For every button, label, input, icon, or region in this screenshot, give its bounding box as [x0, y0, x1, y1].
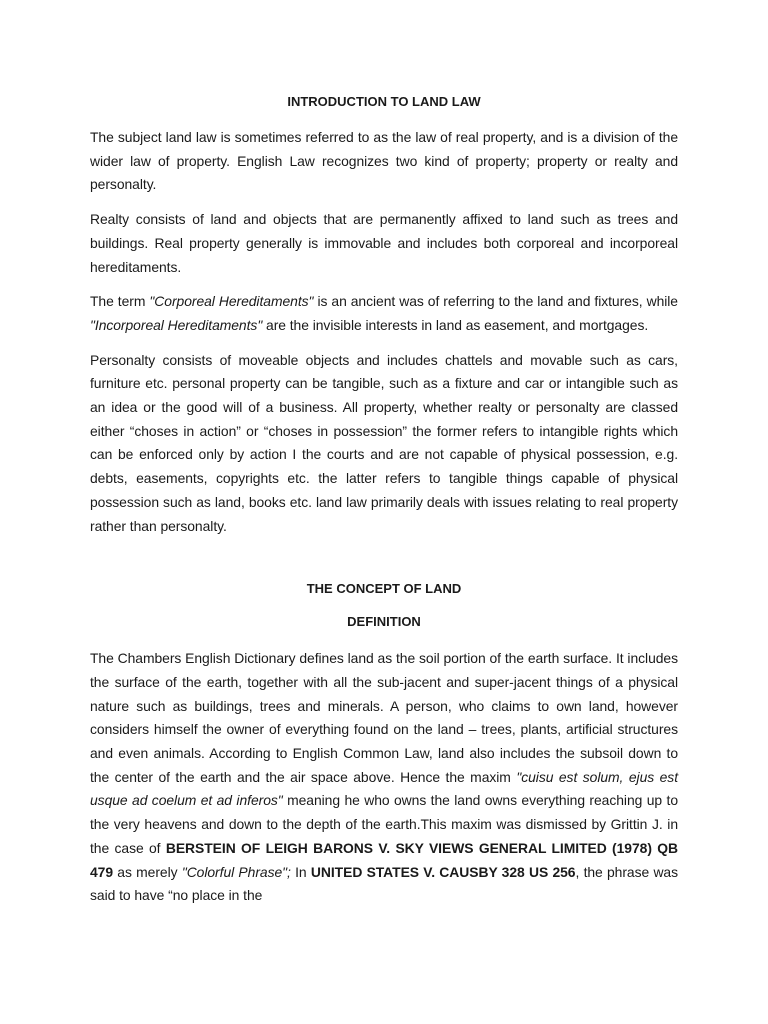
case-citation-berstein: BERSTEIN OF LEIGH BARONS V. SKY VIEWS GENERAL LIMITED (1978) QB 479: [90, 839, 678, 880]
document-title: INTRODUCTION TO LAND LAW: [287, 94, 481, 109]
text-run: meaning he who owns the land owns everything reaching up to the very heavens and down to the depth of the earth.This maxim was dismissed by Grittin J. in the case of: [90, 792, 679, 856]
text-run: are the invisible interests in land as easement, and mortgages.: [262, 316, 649, 333]
paragraph-personalty: Personalty consists of moveable objects and includes chattels and movable such as cars, furniture etc. personal property can be tangible, such as a fixture and car or intangible such as an idea or the good will of a business. All property, whether realty or personalty are classed either “choses in action” or “choses in possession” the former refers to intangible rights which can be enforced only by action I the courts and are not capable of physical possession, e.g. debts, easements, copyrights etc. the latter refers to tangible things capable of physical possession such as land, books etc. land law primarily deals with issues relating to real property rather than personalty.: [90, 351, 678, 534]
text-run: is an ancient was of referring to the land and fixtures, while: [313, 293, 678, 310]
italic-colorful-phrase: "Colorful Phrase";: [181, 863, 291, 880]
text-run: In: [290, 863, 311, 880]
italic-term-incorporeal: "Incorporeal Hereditaments": [90, 316, 263, 333]
section-heading: THE CONCEPT OF LAND: [306, 581, 462, 597]
italic-term-corporeal: "Corporeal Hereditaments": [149, 293, 314, 310]
text-run: The term: [90, 293, 150, 310]
paragraph-realty: Realty consists of land and objects that are permanently affixed to land such as trees and buildings. Real property generally is immovable and includes both corporeal and incorporeal hereditaments.: [90, 211, 678, 275]
paragraph-intro: The subject land law is sometimes referred to as the law of real property, and is a division of the wider law of property. English Law recognizes two kind of property; property or realty and personalty.: [90, 129, 678, 193]
text-run: as merely: [113, 863, 182, 880]
italic-maxim: "cuisu est solum, ejus est usque ad coelum et ad inferos": [90, 768, 679, 809]
case-citation-causby: UNITED STATES V. CAUSBY 328 US 256: [310, 863, 576, 880]
text-run: The Chambers English Dictionary defines land as the soil portion of the earth surface. It includes the surface of the earth, together with all the sub-jacent and super-jacent things of a physical nature such as buildings, trees and minerals. A person, who claims to own land, however considers himself the owner of everything found on the land – trees, plants, artificial structures and even animals. According to English Common Law, land also includes the subsoil down to the center of the earth and the air space above. Hence the maxim: [90, 650, 678, 785]
paragraph-hereditaments: [90, 290, 678, 337]
text-run: , the phrase was said to have “no place in the: [90, 863, 679, 904]
paragraph-definition: [90, 647, 678, 908]
sub-heading: DEFINITION: [347, 614, 421, 630]
